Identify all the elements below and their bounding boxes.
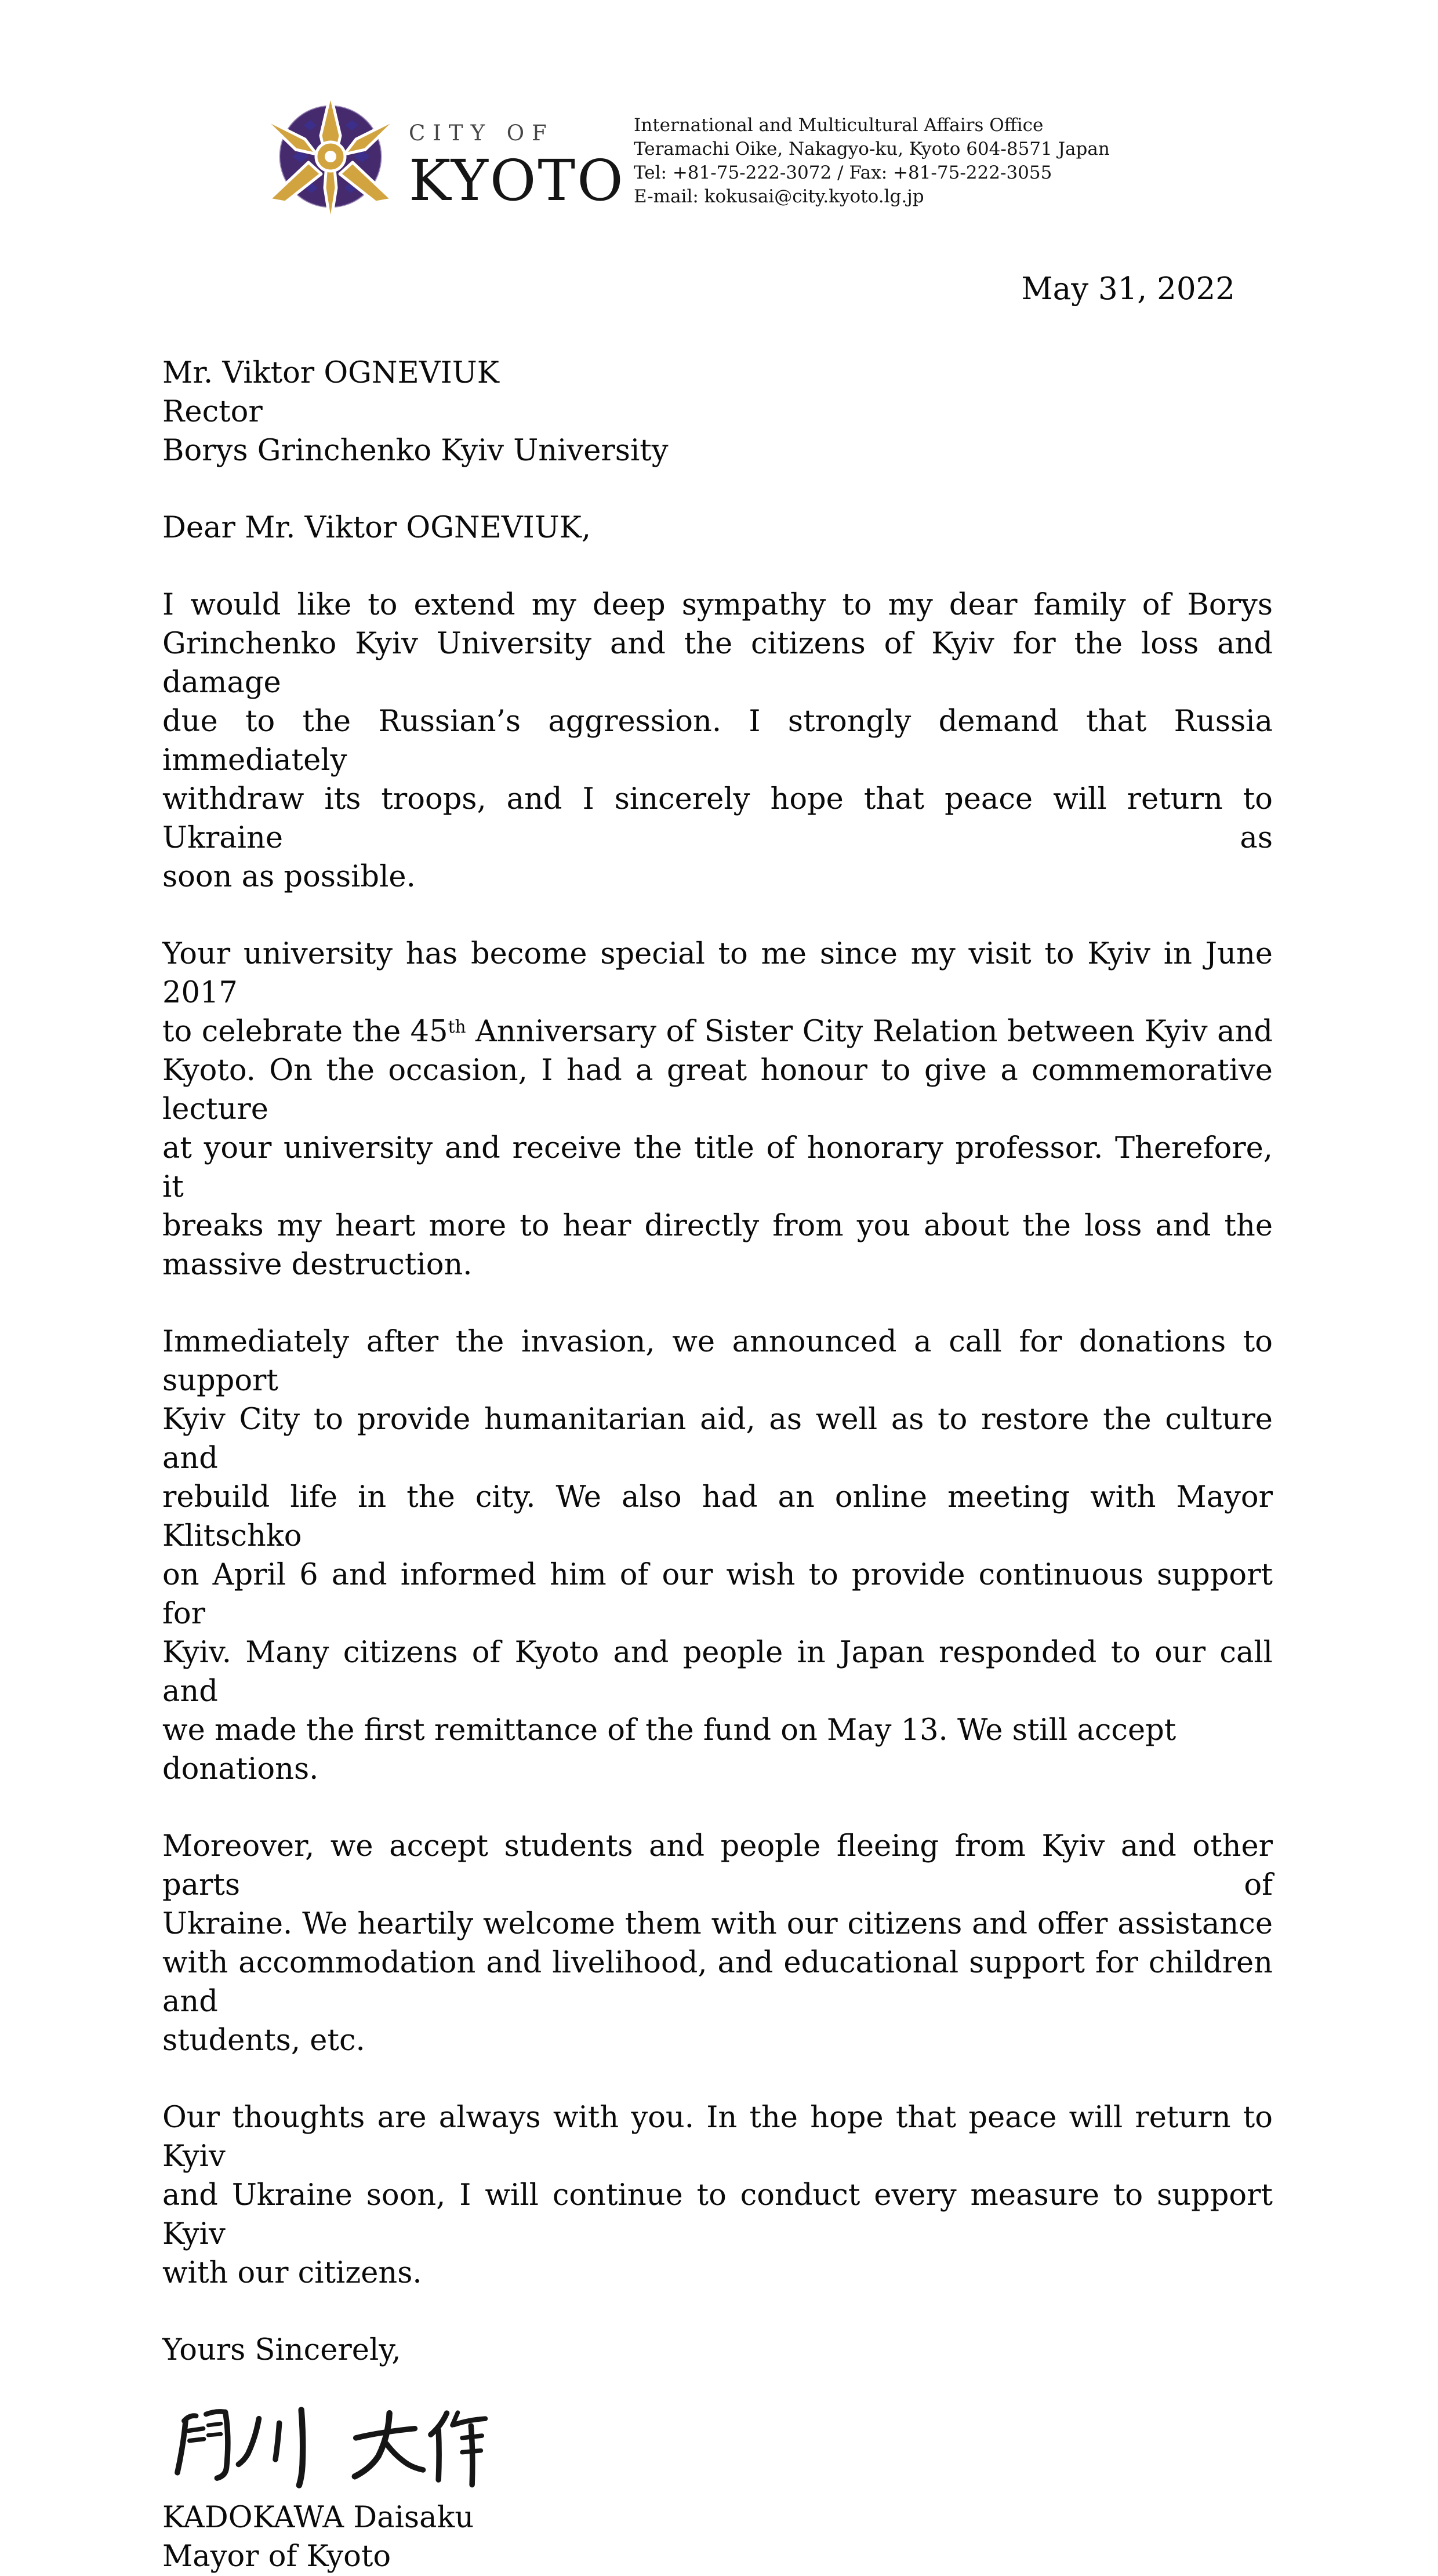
office-line: E-mail: kokusai@city.kyoto.lg.jp: [634, 186, 924, 207]
recipient-line: Rector: [162, 395, 263, 429]
salutation: Dear Mr. Viktor OGNEVIUK,: [162, 511, 591, 545]
paragraph-line: breaks my heart more to hear directly from you about the loss and the: [162, 1209, 1273, 1243]
recipient-line: Mr. Viktor OGNEVIUK: [162, 356, 499, 390]
paragraph: [162, 935, 1273, 1284]
paragraph-line: Grinchenko Kyiv University and the citizens of Kyiv for the loss and damage: [162, 627, 1273, 700]
paragraph-line: Ukraine. We heartily welcome them with our citizens and offer assistance: [162, 1907, 1273, 1941]
recipient-line: Borys Grinchenko Kyiv University: [162, 434, 669, 468]
paragraph-line: withdraw its troops, and I sincerely hope that peace will return to Ukraine as: [162, 782, 1273, 855]
letter-body: [162, 354, 1273, 2576]
kyoto-city-emblem-icon: [262, 86, 401, 228]
office-line: International and Multicultural Affairs Office: [634, 115, 1044, 136]
paragraph: [162, 1827, 1273, 2060]
paragraph: [162, 586, 1273, 896]
paragraph-line: due to the Russian’s aggression. I strongly demand that Russia immediately: [162, 704, 1273, 777]
paragraph-line: and Ukraine soon, I will continue to conduct every measure to support Kyiv: [162, 2178, 1273, 2251]
letterhead-brand: [409, 121, 625, 213]
paragraph-line: we made the first remittance of the fund on May 13. We still accept donations.: [162, 1713, 1176, 1786]
paragraph-line: on April 6 and informed him of our wish to provide continuous support for: [162, 1558, 1273, 1631]
paragraph-line: to celebrate the 45th Anniversary of Sister City Relation between Kyiv and: [162, 1015, 1273, 1049]
recipient-block: [162, 354, 1273, 470]
office-line: Tel: +81-75-222-3072 / Fax: +81-75-222-3055: [634, 162, 1052, 183]
paragraph-line: at your university and receive the title of honorary professor. Therefore, it: [162, 1131, 1273, 1204]
paragraph-line: Immediately after the invasion, we announced a call for donations to support: [162, 1325, 1273, 1398]
paragraph: [162, 1322, 1273, 1789]
letter-paragraphs: [162, 586, 1273, 2292]
signature-block: [162, 2498, 1273, 2576]
paragraph-line: with accommodation and livelihood, and educational support for children and: [162, 1946, 1273, 2019]
paragraph-line: soon as possible.: [162, 860, 416, 894]
paragraph: [162, 2098, 1273, 2292]
brand-city-of-text: CITY OF: [409, 121, 554, 146]
paragraph-line: Your university has become special to me since my visit to Kyiv in June 2017: [162, 937, 1273, 1010]
signature-name: KADOKAWA Daisaku: [162, 2501, 474, 2535]
signature-title: Mayor of Kyoto: [162, 2539, 391, 2574]
paragraph-line: Our thoughts are always with you. In the hope that peace will return to Kyiv: [162, 2101, 1273, 2174]
letter-date: May 31, 2022: [1021, 271, 1235, 307]
paragraph-line: Kyiv City to provide humanitarian aid, as well as to restore the culture and: [162, 1403, 1273, 1476]
paragraph-line: massive destruction.: [162, 1248, 473, 1282]
closing-phrase: Yours Sincerely,: [162, 2333, 401, 2367]
paragraph-line: Kyiv. Many citizens of Kyoto and people in Japan responded to our call and: [162, 1636, 1273, 1709]
paragraph-line: I would like to extend my deep sympathy to my dear family of Borys: [162, 588, 1273, 622]
paragraph-line: rebuild life in the city. We also had an online meeting with Mayor Klitschko: [162, 1480, 1273, 1553]
signature-kanji-icon: [162, 2403, 499, 2491]
paragraph-line: students, etc.: [162, 2023, 365, 2058]
paragraph-line: with our citizens.: [162, 2256, 422, 2290]
office-line: Teramachi Oike, Nakagyo-ku, Kyoto 604-8571 Japan: [634, 139, 1110, 159]
brand-kyoto-text: KYOTO: [409, 148, 625, 213]
paragraph-line: Moreover, we accept students and people fleeing from Kyiv and other parts of: [162, 1829, 1273, 1902]
paragraph-line: Kyoto. On the occasion, I had a great honour to give a commemorative lecture: [162, 1053, 1273, 1127]
office-address-block: [634, 114, 1110, 209]
signature-kanji-text: [162, 2491, 163, 2492]
